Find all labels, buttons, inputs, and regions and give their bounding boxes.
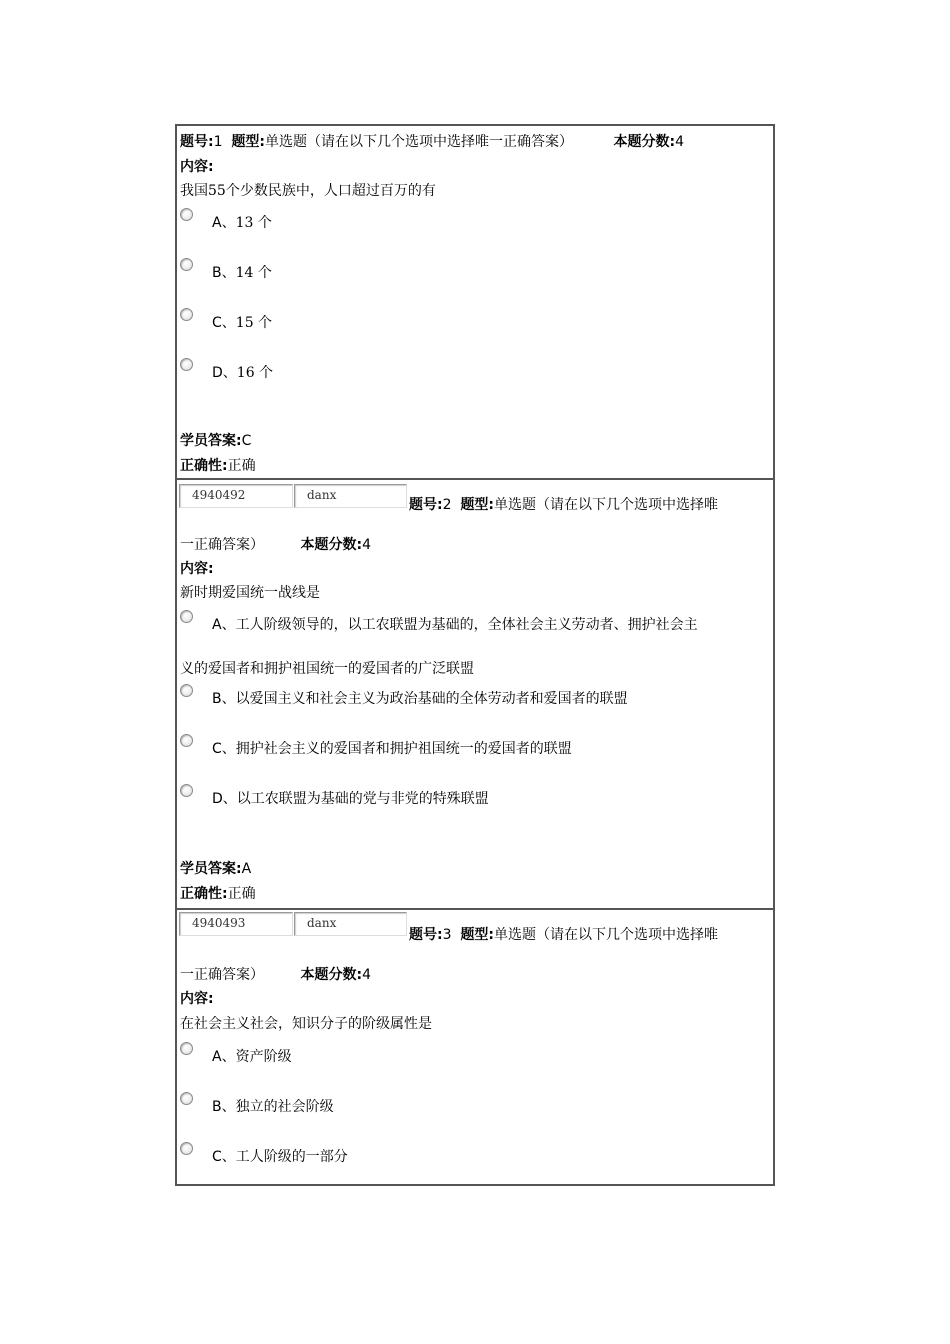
radio-icon[interactable] [180,734,193,747]
option-text: 、以爱国主义和社会主义为政治基础的全体劳动者和爱国者的联盟 [221,691,628,707]
question-block-1 [177,126,773,478]
radio-icon[interactable] [180,208,193,221]
option-text: 、15 个 [221,315,273,331]
option-text: 、以工农联盟为基础的党与非党的特殊联盟 [222,791,489,807]
score-label: 本题分数: [613,134,676,150]
radio-icon[interactable] [180,784,193,797]
question-header-cont [180,536,371,554]
qtype-value-cont: 一正确答案） [180,537,264,553]
option-text: 、工人阶级领导的，以工农联盟为基础的，全体社会主义劳动者、拥护社会主 [221,617,698,633]
radio-icon[interactable] [180,308,193,321]
option-letter: A [212,1049,222,1065]
question-block-2 [177,478,773,910]
option-letter: C [212,1149,222,1165]
student-answer [180,860,251,878]
content-label: 内容: [180,561,214,577]
option-letter: D [212,365,223,381]
option-letter: A [212,215,222,231]
qtype-value: 单选题（请在以下几个选项中选择唯一正确答案） [265,134,574,150]
content-label: 内容: [180,159,214,175]
question-block-3 [177,908,773,1186]
question-id-field[interactable]: 4940492 [179,484,293,508]
score-value: 4 [362,967,371,983]
qtype-label: 题型: [460,927,495,943]
qnum-value: 1 [213,134,223,150]
question-header [409,926,718,944]
qnum-label: 题号: [409,497,443,513]
correctness-value: 正确 [227,458,256,474]
option-letter: B [212,691,222,707]
radio-icon[interactable] [180,610,193,623]
answer-label: 学员答案: [180,861,242,877]
correctness [180,885,256,903]
radio-icon[interactable] [180,1092,193,1105]
correctness [180,457,256,475]
radio-icon[interactable] [180,1042,193,1055]
radio-icon[interactable] [180,1142,193,1155]
question-content: 在社会主义社会，知识分子的阶级属性是 [180,1016,432,1032]
option-text: 、14 个 [221,265,272,281]
option-a-continued: 义的爱国者和拥护祖国统一的爱国者的广泛联盟 [180,661,474,677]
qnum-label: 题号: [180,134,214,150]
qnum-value: 2 [442,497,452,513]
score-value: 4 [675,134,685,150]
answer-label: 学员答案: [180,433,242,449]
option-text: 、工人阶级的一部分 [221,1149,348,1165]
score-label: 本题分数: [300,537,363,553]
option-text: 、拥护社会主义的爱国者和拥护祖国统一的爱国者的联盟 [221,741,572,757]
correctness-value: 正确 [227,886,256,902]
question-id-field[interactable]: 4940493 [179,912,293,936]
score-value: 4 [362,537,371,553]
quiz-page [175,124,775,1186]
option-letter: C [212,315,222,331]
option-text: 、独立的社会阶级 [221,1099,334,1115]
qnum-label: 题号: [409,927,443,943]
option-letter: D [212,791,223,807]
question-header-cont [180,966,371,984]
option-text: 、资产阶级 [221,1049,292,1065]
question-code-field[interactable]: danx [294,484,407,508]
radio-icon[interactable] [180,258,193,271]
option-text: 、13 个 [221,215,272,231]
answer-value: A [241,861,252,877]
qtype-value: 单选题（请在以下几个选项中选择唯 [494,927,719,943]
qtype-label: 题型: [231,134,266,150]
option-letter: B [212,265,222,281]
qtype-value-cont: 一正确答案） [180,967,264,983]
option-letter: A [212,617,222,633]
option-text: 、16 个 [222,365,274,381]
question-header [180,133,684,151]
correctness-label: 正确性: [180,458,228,474]
question-content: 我国55个少数民族中，人口超过百万的有 [180,183,436,199]
qtype-label: 题型: [460,497,495,513]
question-header [409,496,718,514]
question-code-field[interactable]: danx [294,912,407,936]
answer-value: C [241,433,252,449]
content-label: 内容: [180,991,214,1007]
radio-icon[interactable] [180,358,193,371]
radio-icon[interactable] [180,684,193,697]
option-letter: B [212,1099,222,1115]
question-content: 新时期爱国统一战线是 [180,585,320,601]
score-label: 本题分数: [300,967,363,983]
qtype-value: 单选题（请在以下几个选项中选择唯 [494,497,719,513]
student-answer [180,432,251,450]
qnum-value: 3 [442,927,452,943]
option-letter: C [212,741,222,757]
correctness-label: 正确性: [180,886,228,902]
